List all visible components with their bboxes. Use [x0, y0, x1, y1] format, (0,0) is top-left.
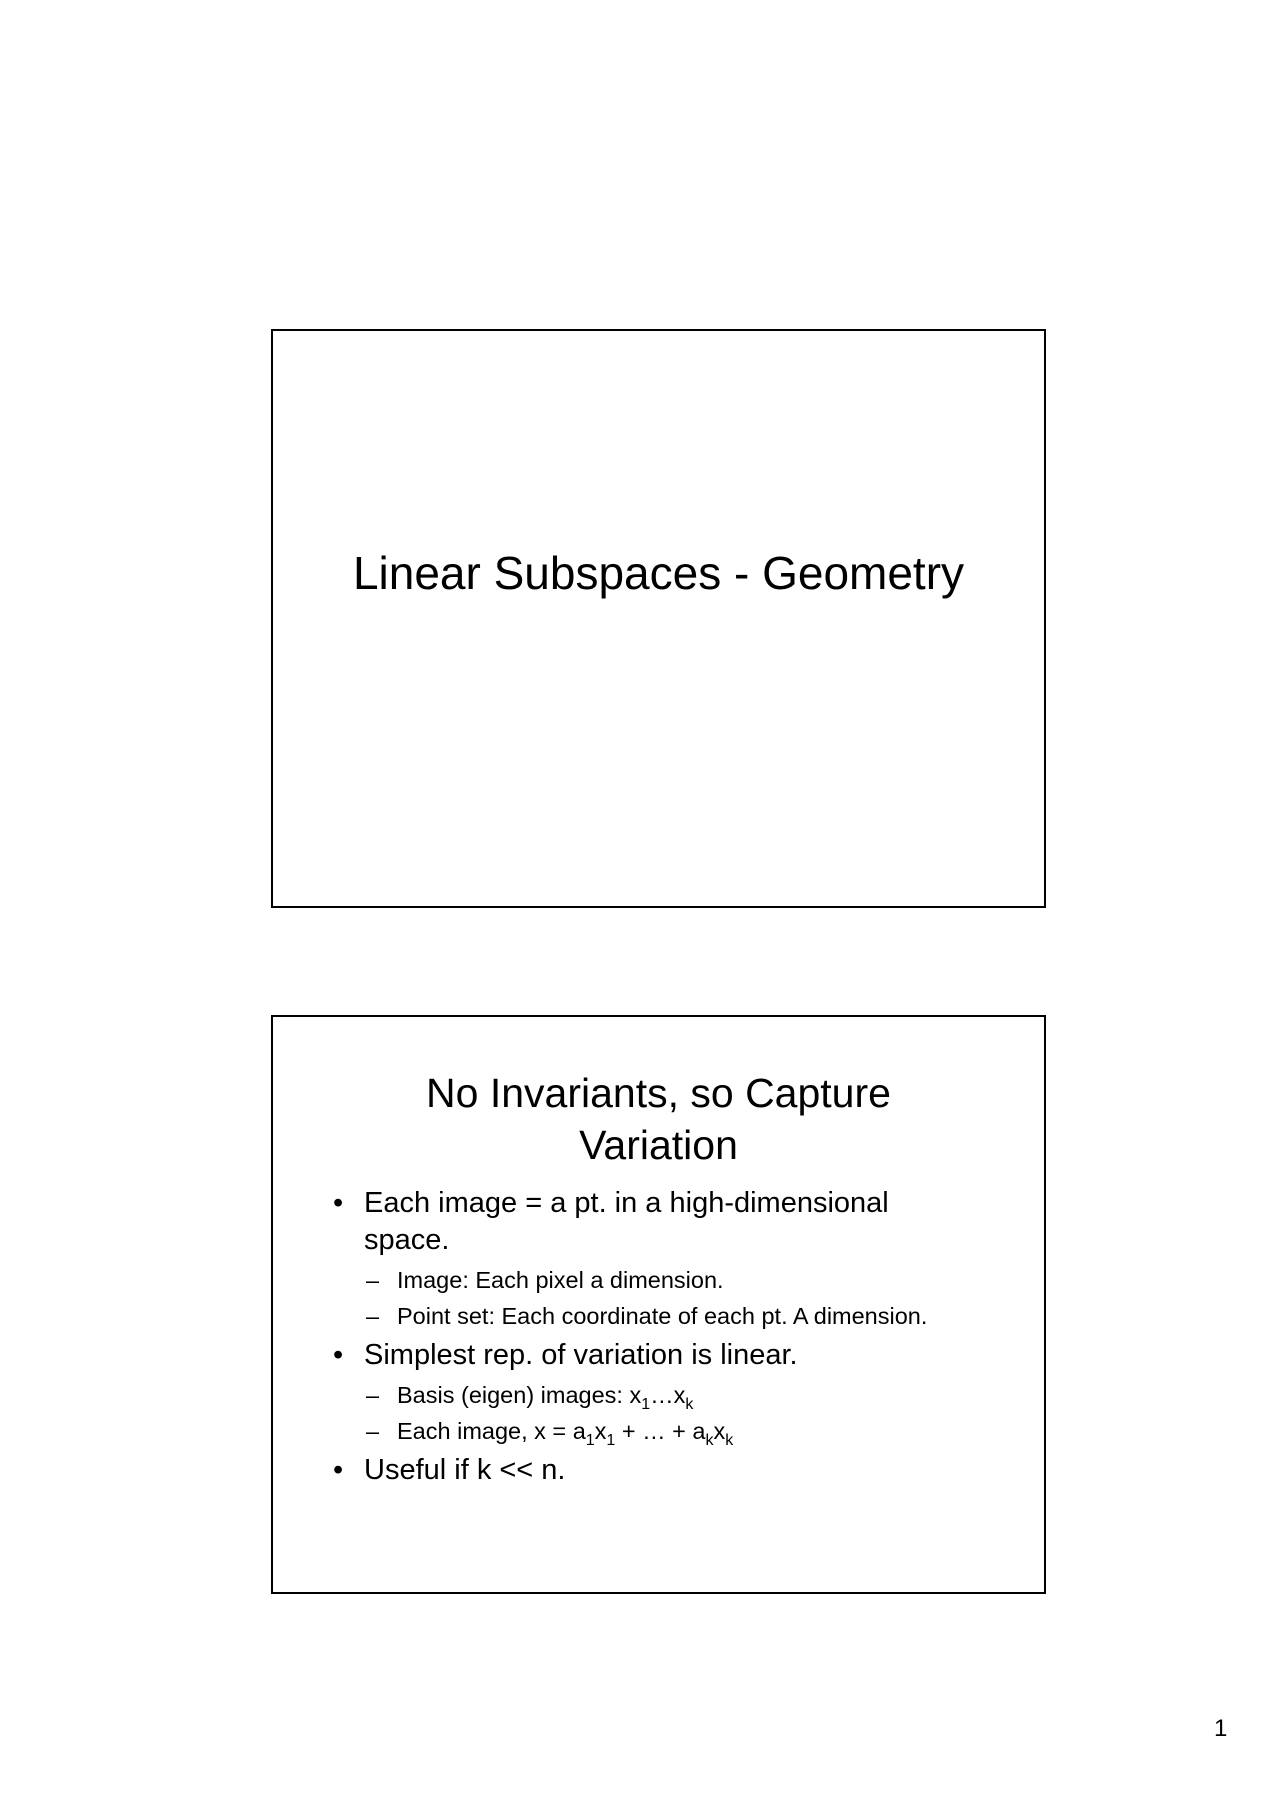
dash-icon: – — [366, 1267, 380, 1293]
bullet-text: Useful if k << n. — [364, 1454, 566, 1486]
bullet-item — [333, 1452, 973, 1489]
sub-bullet-item — [333, 1416, 973, 1449]
slide-1 — [271, 329, 1046, 908]
bullet-text: Each image = a pt. in a high-dimensional space. — [364, 1187, 889, 1256]
subscript: 1 — [585, 1432, 595, 1449]
subscript: 1 — [641, 1396, 651, 1413]
dash-icon: – — [366, 1303, 380, 1329]
subscript: k — [705, 1432, 714, 1449]
subscript: 1 — [606, 1432, 616, 1449]
page-number: 1 — [1214, 1715, 1228, 1742]
bullet-icon: • — [333, 1187, 344, 1219]
text-part: …x — [650, 1382, 686, 1408]
text-part: x — [713, 1418, 726, 1444]
text-part: x — [594, 1418, 607, 1444]
subscript: k — [685, 1396, 694, 1413]
sub-bullet-text: Point set: Each coordinate of each pt. A dimension. — [397, 1303, 928, 1329]
slide-2-title-line-2: Variation — [579, 1122, 738, 1168]
bullet-text: Simplest rep. of variation is linear. — [364, 1339, 798, 1371]
sub-bullet-item — [333, 1380, 973, 1413]
bullet-item — [333, 1337, 973, 1374]
slide-2-title-line-1: No Invariants, so Capture — [426, 1070, 891, 1116]
dash-icon: – — [366, 1382, 380, 1408]
bullet-icon: • — [333, 1454, 344, 1486]
text-part: + … + a — [615, 1418, 706, 1444]
sub-bullet-item — [333, 1301, 973, 1331]
text-part: Each image, x = a — [397, 1418, 586, 1444]
sub-bullet-text — [397, 1382, 694, 1413]
sub-bullet-text — [397, 1418, 734, 1449]
sub-bullet-text: Image: Each pixel a dimension. — [397, 1267, 724, 1293]
dash-icon: – — [366, 1418, 380, 1444]
bullet-list — [333, 1185, 973, 1495]
bullet-item — [333, 1185, 973, 1259]
slide-2-title — [273, 1067, 1044, 1171]
bullet-icon: • — [333, 1339, 344, 1371]
sub-bullet-item — [333, 1265, 973, 1295]
subscript: k — [725, 1432, 734, 1449]
slide-2 — [271, 1015, 1046, 1594]
slide-1-title: Linear Subspaces - Geometry — [352, 547, 965, 599]
text-part: Basis (eigen) images: x — [397, 1382, 642, 1408]
